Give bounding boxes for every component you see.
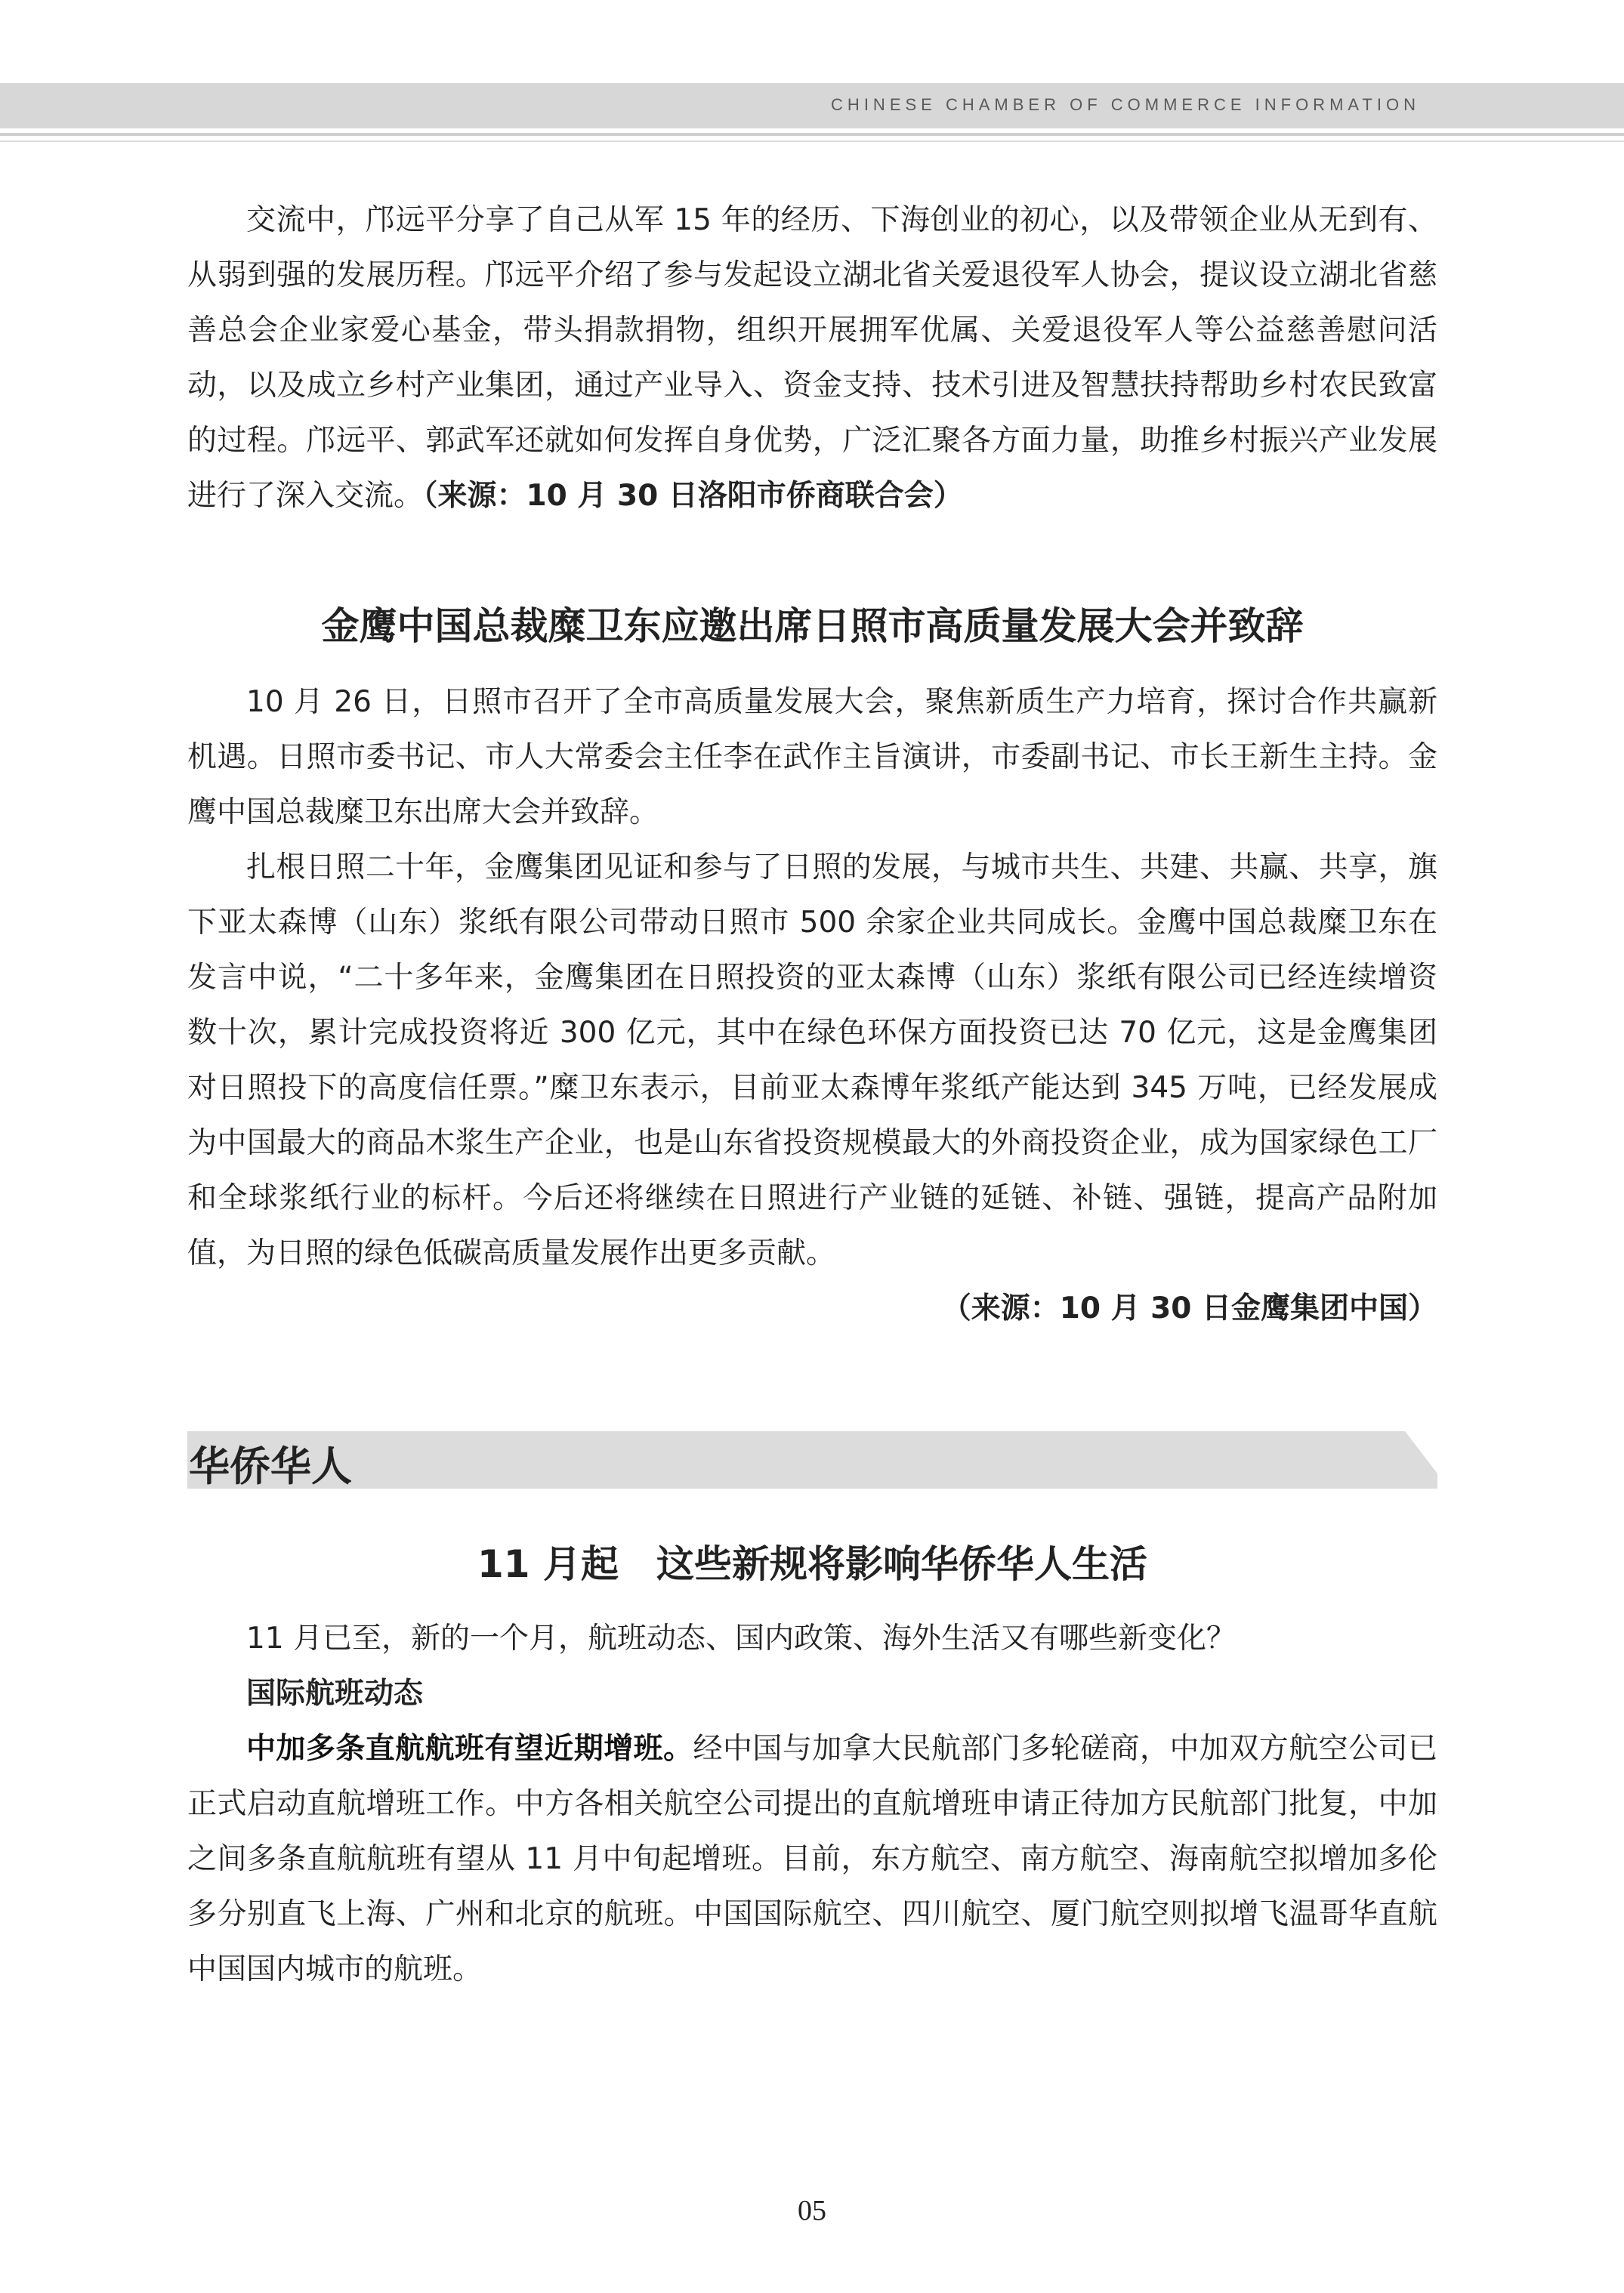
article2-source: （来源：10 月 30 日金鹰集团中国）	[941, 1292, 1437, 1325]
article1-paragraph: 交流中，邝远平分享了自己从军 15 年的经历、下海创业的初心，以及带领企业从无到有、从弱到强的发展历程。邝远平介绍了参与发起设立湖北省关爱退役军人协会，提议设立湖北省慈善总会企业家爱心基金，带头捐款捐物，组织开展拥军优属、关爱退役军人等公益慈善慰问活动，以及成立乡村产业集团，通过产业导入、资金支持、技术引进及智慧扶持帮助乡村农民致富的过程。邝远平、郭武军还就如何发挥自身优势，广泛汇聚各方面力量，助推乡村振兴产业发展进行了深入交流。（来源：10 月 30 日洛阳市侨商联合会）	[187, 203, 1437, 513]
article2-paragraph-2: 扎根日照二十年，金鹰集团见证和参与了日照的发展，与城市共生、共建、共赢、共享，旗下亚太森博（山东）浆纸有限公司带动日照市 500 余家企业共同成长。金鹰中国总裁糜卫东在发言中说，“二十多年来，金鹰集团在日照投资的亚太森博（山东）浆纸有限公司已经连续增资数十次，累计完成投资将近 300 亿元，其中在绿色环保方面投资已达 70 亿元，这是金鹰集团对日照投下的高度信任票。”糜卫东表示，目前亚太森博年浆纸产能达到 345 万吨，已经发展成为中国最大的商品木浆生产企业，也是山东省投资规模最大的外商投资企业，成为国家绿色工厂和全球浆纸行业的标杆。今后还将继续在日照进行产业链的延链、补链、强链，提高产品附加值，为日照的绿色低碳高质量发展作出更多贡献。	[187, 850, 1437, 1270]
article3-subhead: 国际航班动态	[246, 1677, 424, 1711]
section-band-shape	[187, 1431, 1437, 1489]
article1-source: （来源：10 月 30 日洛阳市侨商联合会）	[423, 479, 963, 513]
section-label: 华侨华人	[189, 1442, 352, 1490]
article3-intro: 11 月已至，新的一个月，航班动态、国内政策、海外生活又有哪些新变化？	[246, 1622, 1237, 1656]
page-number: 05	[798, 2195, 826, 2227]
page-content	[187, 193, 1437, 1997]
header-divider-thin	[0, 140, 1624, 142]
article2-title: 金鹰中国总裁糜卫东应邀出席日照市高质量发展大会并致辞	[321, 604, 1304, 648]
article3-title: 11 月起 这些新规将影响华侨华人生活	[477, 1542, 1147, 1586]
article3-lead: 中加多条直航航班有望近期增班。	[246, 1732, 693, 1766]
header-divider	[0, 133, 1624, 136]
article2-paragraph-1: 10 月 26 日，日照市召开了全市高质量发展大会，聚焦新质生产力培育，探讨合作共赢新机遇。日照市委书记、市人大常委会主任李在武作主旨演讲，市委副书记、市长王新生主持。金鹰中国总裁糜卫东出席大会并致辞。	[187, 685, 1437, 829]
article3-body: 中加多条直航航班有望近期增班。经中国与加拿大民航部门多轮磋商，中加双方航空公司已正式启动直航增班工作。中方各相关航空公司提出的直航增班申请正待加方民航部门批复，中加之间多条直航航班有望从 11 月中旬起增班。目前，东方航空、南方航空、海南航空拟增加多伦多分别直飞上海、广州和北京的航班。中国国际航空、四川航空、厦门航空则拟增飞温哥华直航中国国内城市的航班。	[187, 1732, 1437, 1986]
publication-name: CHINESE CHAMBER OF COMMERCE INFORMATION	[831, 95, 1420, 114]
section-header	[187, 1431, 1437, 1489]
